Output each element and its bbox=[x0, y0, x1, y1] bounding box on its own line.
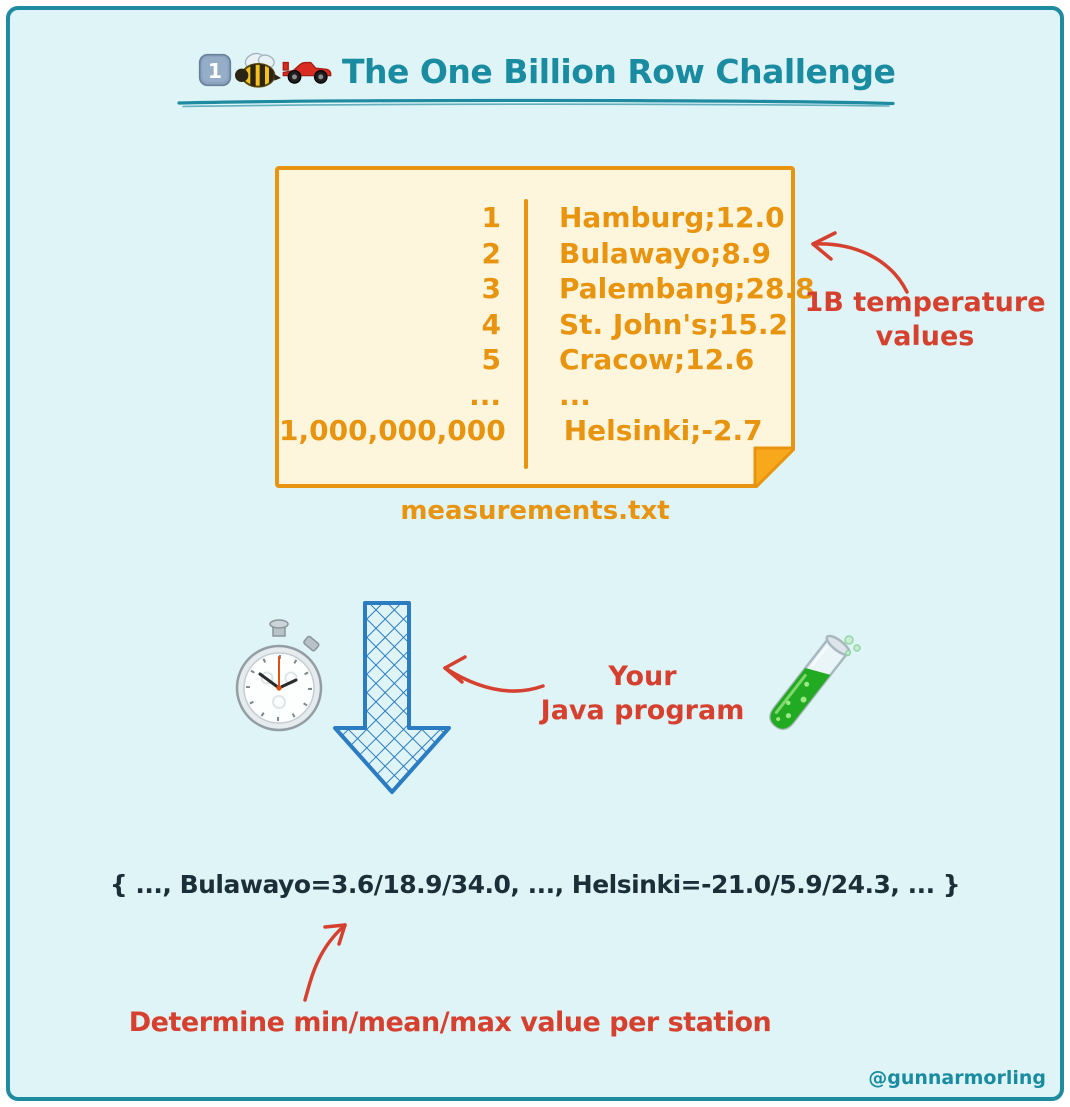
file-rows bbox=[279, 200, 815, 449]
input-annotation bbox=[780, 286, 1064, 354]
line-number: 2 bbox=[481, 236, 501, 270]
file-row bbox=[279, 378, 791, 414]
line-number: ... bbox=[469, 378, 501, 412]
file-row bbox=[279, 342, 791, 378]
measurements-file-card bbox=[275, 166, 815, 488]
result-line: { ..., Bulawayo=3.6/18.9/34.0, ..., Helsinki=-21.0/5.9/24.3, ... } bbox=[109, 870, 961, 899]
file-row bbox=[279, 413, 791, 449]
program-annotation bbox=[520, 660, 765, 728]
crosshatch-down-arrow-icon bbox=[330, 600, 454, 800]
file-row bbox=[279, 236, 791, 272]
file-row bbox=[279, 271, 815, 307]
line-number: 1 bbox=[481, 201, 501, 234]
line-entry: Bulawayo;8.9 bbox=[559, 236, 771, 270]
stopwatch-icon bbox=[233, 618, 325, 738]
keycap-1-icon bbox=[198, 53, 232, 87]
input-annotation-line1: 1B temperature bbox=[804, 287, 1046, 318]
file-row bbox=[279, 307, 791, 343]
gutter-divider bbox=[524, 199, 528, 469]
line-entry: St. John's;15.2 bbox=[559, 307, 788, 341]
author-credit: @gunnarmorling bbox=[868, 1067, 1046, 1089]
arrow-to-result-icon bbox=[280, 915, 370, 1005]
file-name-caption: measurements.txt bbox=[400, 496, 670, 526]
line-entry: Cracow;12.6 bbox=[559, 343, 755, 376]
page-title: The One Billion Row Challenge bbox=[342, 52, 896, 91]
line-entry: Palembang;28.8 bbox=[559, 272, 815, 305]
line-entry: Hamburg;12.0 bbox=[559, 201, 785, 234]
line-entry: ... bbox=[559, 378, 591, 412]
honeybee-icon bbox=[233, 50, 281, 90]
line-number: 1,000,000,000 bbox=[279, 414, 506, 447]
line-number: 4 bbox=[481, 307, 501, 341]
racing-car-icon bbox=[282, 55, 332, 85]
keycap-digit: 1 bbox=[207, 58, 223, 83]
input-annotation-line2: values bbox=[875, 321, 975, 352]
line-entry: Helsinki;-2.7 bbox=[563, 414, 763, 447]
title-emoji-cluster bbox=[198, 50, 332, 90]
program-annotation-line2: Java program bbox=[540, 695, 745, 726]
line-number: 3 bbox=[481, 272, 501, 305]
program-annotation-line1: Your bbox=[608, 661, 677, 692]
folded-corner-icon bbox=[745, 438, 795, 488]
test-tube-icon bbox=[745, 626, 865, 751]
task-annotation: Determine min/mean/max value per station bbox=[128, 1007, 772, 1038]
title-underline bbox=[175, 98, 897, 110]
line-number: 5 bbox=[481, 343, 501, 376]
poster-canvas bbox=[6, 6, 1064, 1101]
file-row bbox=[279, 200, 791, 236]
